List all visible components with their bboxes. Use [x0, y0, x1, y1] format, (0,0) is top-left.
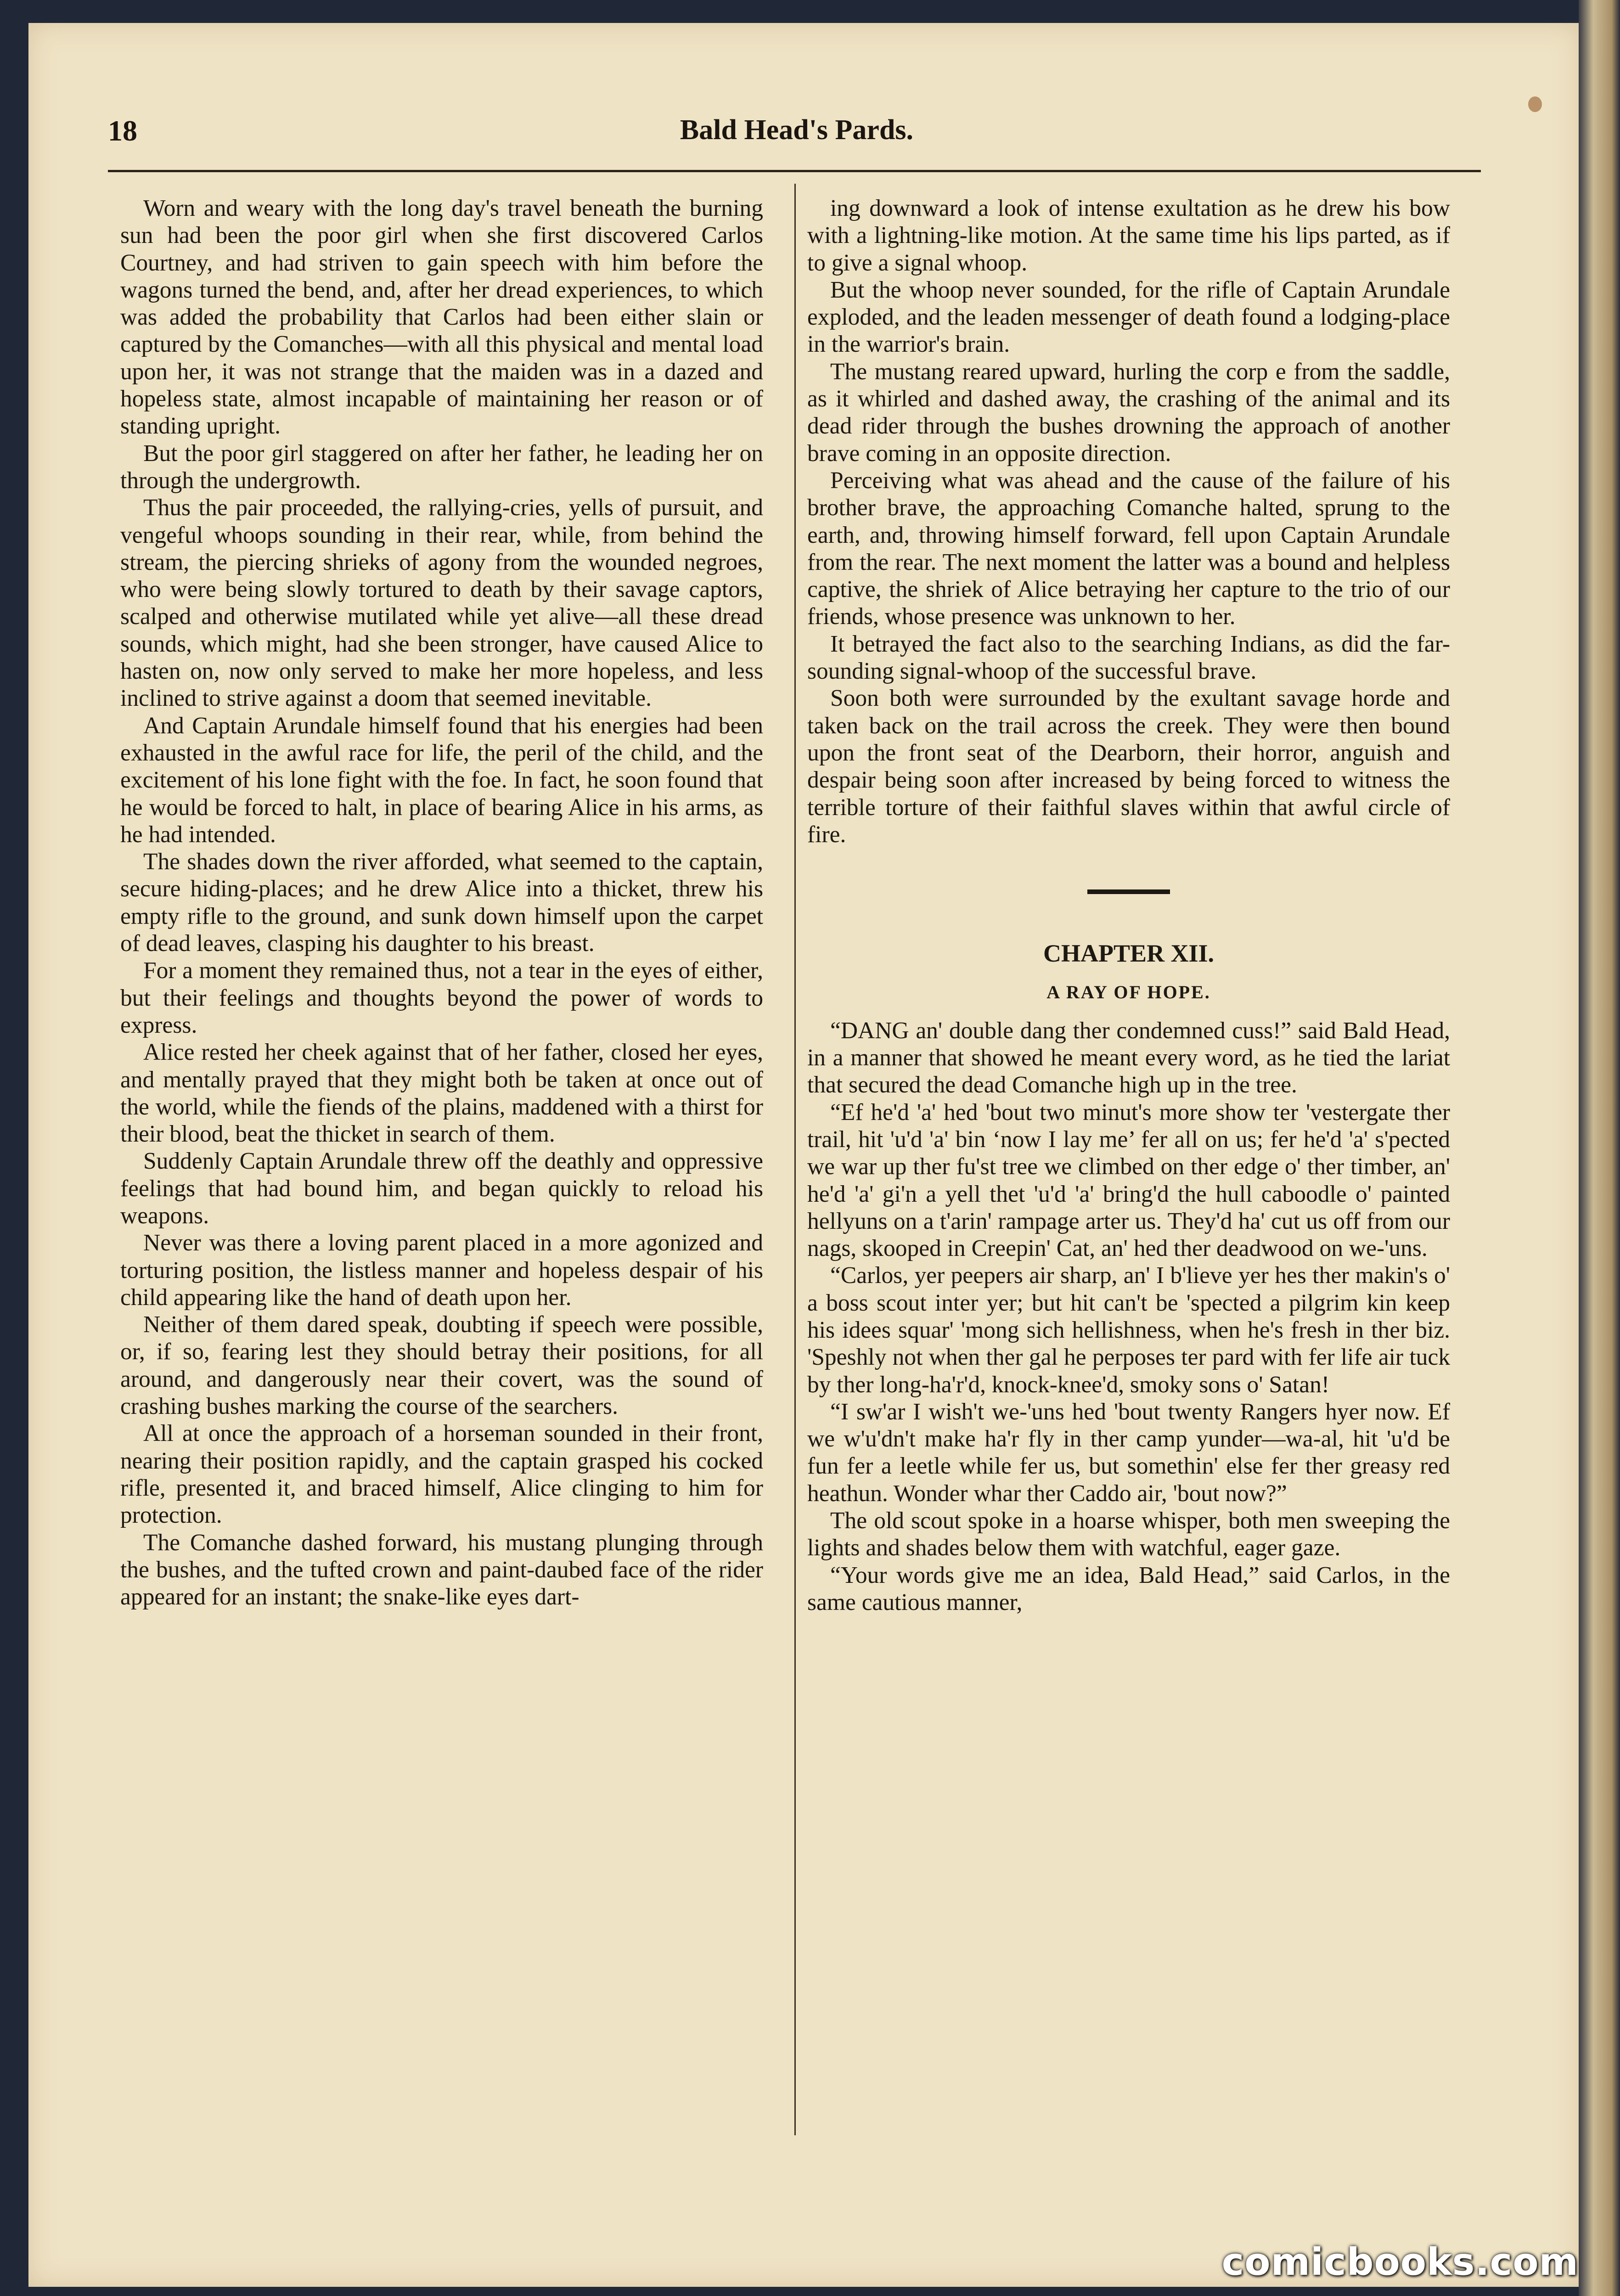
- page-header: [108, 114, 1485, 155]
- paragraph: Perceiving what was ahead and the cause of the failure of his brother brave, the approaching Comanche halted, sprung to the earth, and, throwing himself forward, fell upon Captain Arundale from the rear. The next moment the latter was a bound and helpless captive, the shriek of Alice betraying her capture to the trio of our friends, whose presence was unknown to her.: [807, 467, 1450, 630]
- paragraph: The shades down the river afforded, what seemed to the captain, secure hiding-places; and he drew Alice into a thicket, threw his empty rifle to the ground, and sunk down himself upon the carpet of dead leaves, clasping his daughter to his breast.: [120, 849, 763, 957]
- header-rule: [108, 170, 1481, 172]
- paragraph: The mustang reared upward, hurling the corp e from the saddle, as it whirled and dashed away, the crashing of the animal and its dead rider through the bushes drowning the approach of another brave coming in an opposite direction.: [807, 358, 1450, 467]
- paragraph: And Captain Arundale himself found that his energies had been exhausted in the awful race for life, the peril of the child, and the excitement of his lone fight with the foe. In fact, he soon found that he would be forced to halt, in place of bearing Alice in his arms, as he had intended.: [120, 712, 763, 848]
- paragraph: It betrayed the fact also to the searching Indians, as did the far-sounding signal-whoop of the successful brave.: [807, 630, 1450, 685]
- paragraph: “Ef he'd 'a' hed 'bout two minut's more show ter 'vestergate ther trail, hit 'u'd 'a' bin ‘now I lay me’ fer all on us; fer he'd 'a' s'pected we war up ther fu'st tree we climbed on ther edge o' ther timber, an' he'd 'a' gi'n a yell thet 'u'd 'a' bring'd the hull caboodle o' painted hellyuns on a t'arin' rampage arter us. They'd ha' cut us off from our nags, skooped in Creepin' Cat, an' hed ther deadwood on we-'uns.: [807, 1099, 1450, 1262]
- running-title: Bald Head's Pards.: [680, 114, 914, 146]
- paragraph: “Carlos, yer peepers air sharp, an' I b'lieve yer hes ther makin's o' a boss scout inter yer; but hit can't be 'spected a pilgrim kin keep his idees squar' 'mong sich hellishness, when he's fresh in ther biz. 'Speshly not when ther gal he perposes ter pard with fer life air tuck by ther long-ha'r'd, knock-knee'd, smoky sons o' Satan!: [807, 1262, 1450, 1398]
- paragraph: For a moment they remained thus, not a tear in the eyes of either, but their feelings and thoughts beyond the power of words to express.: [120, 957, 763, 1038]
- paragraph: The old scout spoke in a hoarse whisper, both men sweeping the lights and shades below them with watchful, eager gaze.: [807, 1508, 1450, 1561]
- paragraph: The Comanche dashed forward, his mustang plunging through the bushes, and the tufted crown and paint-daubed face of the rider appeared for an instant; the snake-like eyes dart-: [120, 1529, 763, 1610]
- chapter-title: CHAPTER XII.: [1043, 940, 1215, 968]
- left-column: [120, 195, 763, 1610]
- chapter-subtitle: A RAY OF HOPE.: [1046, 982, 1211, 1003]
- column-divider: [794, 184, 796, 2135]
- right-column: [807, 195, 1450, 1616]
- paragraph: “Your words give me an idea, Bald Head,” said Carlos, in the same cautious manner,: [807, 1562, 1450, 1615]
- paragraph: Alice rested her cheek against that of her father, closed her eyes, and mentally prayed that they might both be taken at once out of the world, while the fiends of the plains, maddened with a thirst for their blood, beat the thicket in search of them.: [120, 1039, 763, 1148]
- site-watermark: comicbooks.com: [1221, 2240, 1579, 2284]
- paragraph: Thus the pair proceeded, the rallying-cries, yells of pursuit, and vengeful whoops sounding in their rear, while, from behind the stream, the piercing shrieks of agony from the wounded negroes, who were being slowly tortured to death by their savage captors, scalped and otherwise mutilated while yet alive—all these dread sounds, which might, had she been stronger, have caused Alice to hasten on, now only served to make her more hopeless, and less inclined to strive against a doom that seemed inevitable.: [120, 495, 763, 712]
- paragraph: “I sw'ar I wish't we-'uns hed 'bout twenty Rangers hyer now. Ef we w'u'dn't make ha'r fly in ther camp yunder—wa-al, hit 'u'd be fun fer a leetle while fer us, but somethin' else fer ther greasy red heathun. Wonder whar ther Caddo air, 'bout now?”: [807, 1398, 1450, 1507]
- paragraph: ing downward a look of intense exultation as he drew his bow with a lightning-like motion. At the same time his lips parted, as if to give a signal whoop.: [807, 195, 1450, 276]
- paragraph: All at once the approach of a horseman sounded in their front, nearing their position rapidly, and the captain grasped his cocked rifle, presented it, and braced himself, Alice clinging to him for protection.: [120, 1420, 763, 1529]
- paper-stain: [1528, 96, 1542, 112]
- paragraph: Never was there a loving parent placed in a more agonized and torturing position, the listless manner and hopeless despair of his child appearing like the hand of death upon her.: [120, 1230, 763, 1311]
- chapter-divider: [1087, 889, 1170, 894]
- paragraph: Soon both were surrounded by the exultant savage horde and taken back on the trail across the creek. They were then bound upon the front seat of the Dearborn, their horror, anguish and despair being soon after increased by being forced to witness the terrible torture of their faithful slaves within that awful circle of fire.: [807, 685, 1450, 848]
- paragraph: But the whoop never sounded, for the rifle of Captain Arundale exploded, and the leaden messenger of death found a lodging-place in the warrior's brain.: [807, 276, 1450, 358]
- paragraph: Neither of them dared speak, doubting if speech were possible, or, if so, fearing lest they should betray their positions, for all around, and dangerously near their covert, was the sound of crashing bushes marking the course of the searchers.: [120, 1311, 763, 1420]
- page-edge-binding: [1579, 0, 1620, 2296]
- page-number: 18: [108, 114, 137, 147]
- paragraph: But the poor girl staggered on after her father, he leading her on through the undergrowth.: [120, 440, 763, 494]
- paragraph: Suddenly Captain Arundale threw off the deathly and oppressive feelings that had bound him, and began quickly to reload his weapons.: [120, 1148, 763, 1229]
- paragraph: “DANG an' double dang ther condemned cuss!” said Bald Head, in a manner that showed he meant every word, as he tied the lariat that secured the dead Comanche high up in the tree.: [807, 1017, 1450, 1098]
- paragraph: Worn and weary with the long day's travel beneath the burning sun had been the poor girl when she first discovered Carlos Courtney, and had striven to gain speech with him before the wagons turned the bend, and, after her dread experiences, to which was added the probability that Carlos had been either slain or captured by the Comanches—with all this physical and mental load upon her, it was not strange that the maiden was in a dazed and hopeless state, almost incapable of maintaining her reason or of standing upright.: [120, 195, 763, 439]
